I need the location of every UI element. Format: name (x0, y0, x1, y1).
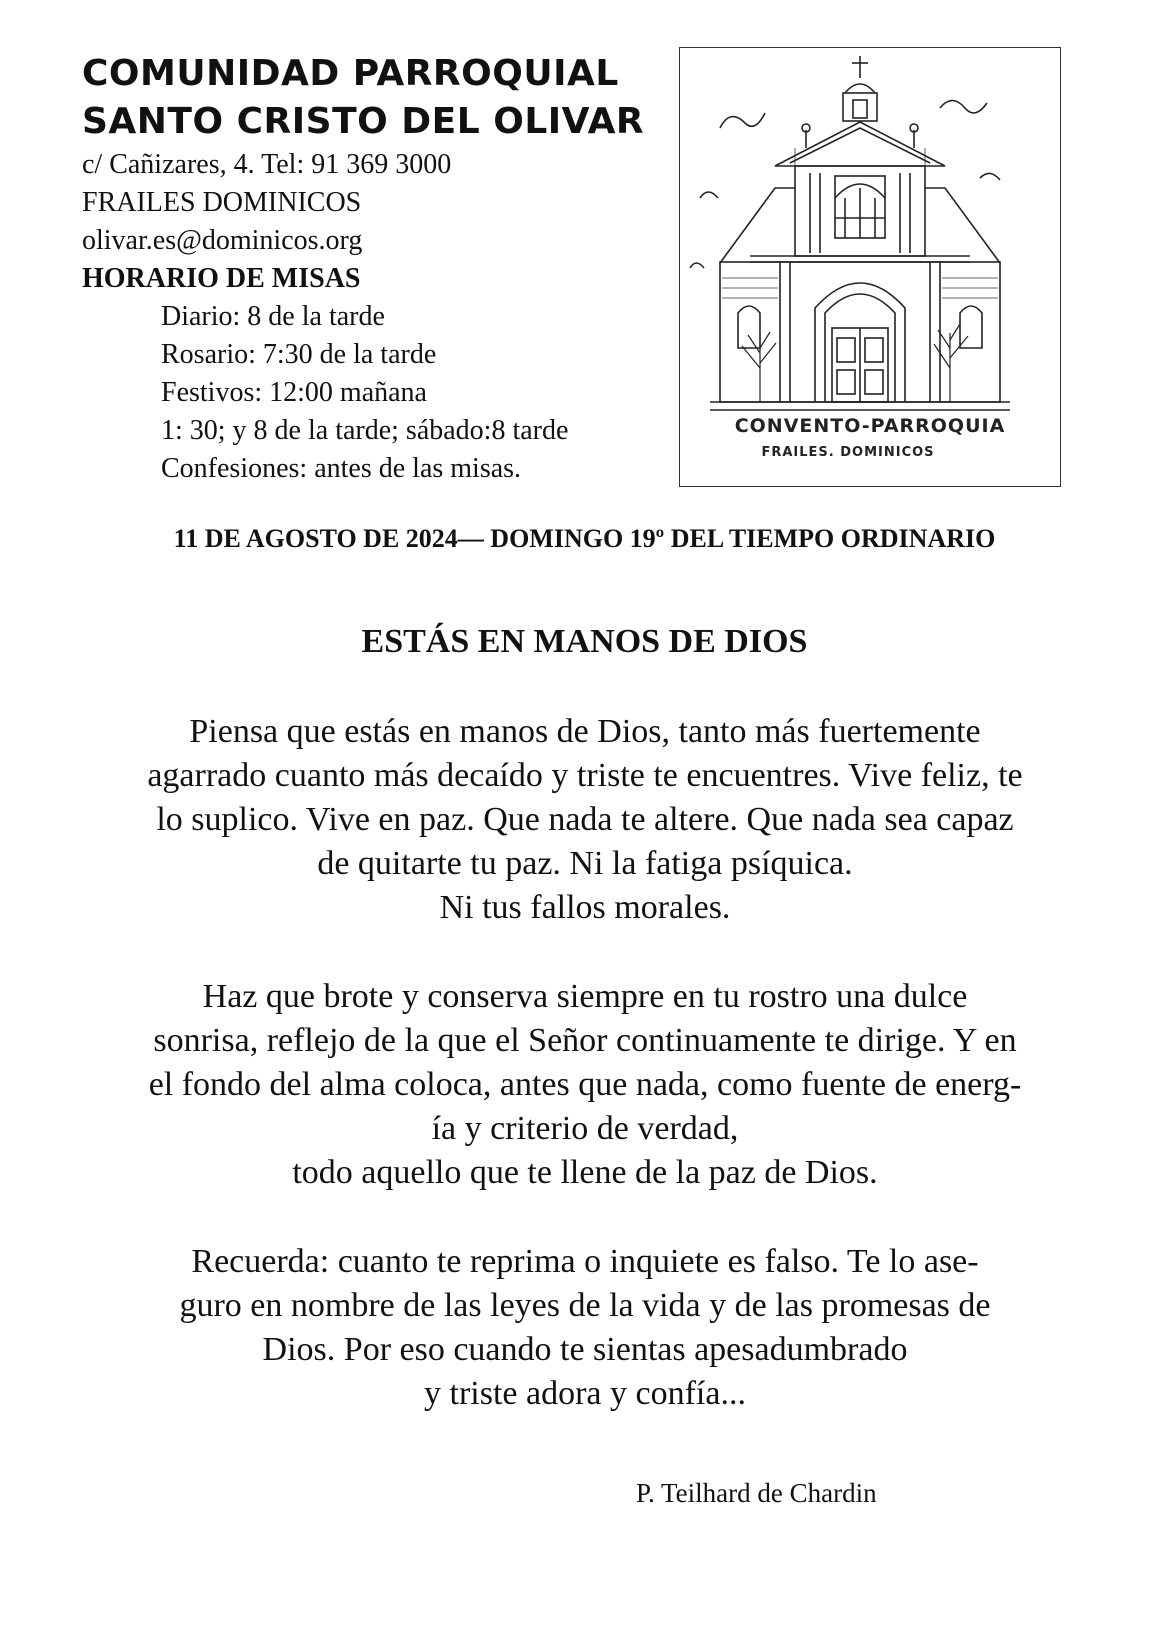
paragraph-line: de quitarte tu paz. Ni la fatiga psíquica. (317, 845, 853, 882)
mass-schedule-heading: HORARIO DE MISAS (82, 263, 361, 294)
schedule-item-holidays-times: 1: 30; y 8 de la tarde; sábado:8 tarde (161, 415, 569, 446)
paragraph-line: el fondo del alma coloca, antes que nada, como fuente de energ- (148, 1066, 1022, 1103)
religious-order: FRAILES DOMINICOS (82, 187, 362, 218)
schedule-item-holidays: Festivos: 12:00 mañana (161, 377, 427, 408)
paragraph-line: guro en nombre de las leyes de la vida y de las promesas de (179, 1287, 991, 1324)
parish-address: c/ Cañizares, 4. Tel: 91 369 3000 (82, 149, 452, 180)
paragraph-2 (80, 975, 1090, 1195)
paragraph-line: Piensa que estás en manos de Dios, tanto más fuertemente (189, 713, 981, 750)
paragraph-line: todo aquello que te llene de la paz de Dios. (292, 1154, 878, 1191)
bulletin-date: 11 DE AGOSTO DE 2024— DOMINGO 19º DEL TIEMPO ORDINARIO (173, 524, 996, 553)
paragraph-line: lo suplico. Vive en paz. Que nada te altere. Que nada sea capaz (156, 801, 1014, 838)
paragraph-line: sonrisa, reflejo de la que el Señor continuamente te dirige. Y en (153, 1022, 1017, 1059)
schedule-item-rosary: Rosario: 7:30 de la tarde (161, 339, 437, 370)
illustration-caption-2: FRAILES. DOMINICOS (761, 445, 935, 460)
church-illustration (679, 47, 1061, 487)
paragraph-line: ía y criterio de verdad, (431, 1110, 739, 1147)
parish-title-line-1: COMUNIDAD PARROQUIAL (82, 53, 619, 94)
parish-header (82, 50, 662, 488)
paragraph-line: Haz que brote y conserva siempre en tu rostro una dulce (202, 978, 968, 1015)
paragraph-1 (80, 710, 1090, 930)
paragraph-line: agarrado cuanto más decaído y triste te encuentres. Vive feliz, te (147, 757, 1023, 794)
mass-schedule (161, 298, 662, 488)
schedule-item-confessions: Confesiones: antes de las misas. (161, 453, 522, 484)
church-facade-drawing (680, 48, 1060, 486)
illustration-caption-1: CONVENTO-PARROQUIA (734, 415, 1006, 437)
article-body (80, 710, 1090, 1461)
paragraph-line: Recuerda: cuanto te reprima o inquiete es falso. Te lo ase- (191, 1243, 979, 1280)
paragraph-line: Ni tus fallos morales. (439, 889, 731, 926)
paragraph-line: Dios. Por eso cuando te sientas apesadumbrado (262, 1331, 908, 1368)
article-author: P. Teilhard de Chardin (636, 1478, 877, 1508)
article-title: ESTÁS EN MANOS DE DIOS (361, 623, 808, 660)
parish-title-line-2: SANTO CRISTO DEL OLIVAR (82, 101, 645, 142)
paragraph-3 (80, 1240, 1090, 1416)
schedule-item-daily: Diario: 8 de la tarde (161, 301, 385, 332)
paragraph-line: y triste adora y confía... (424, 1375, 746, 1412)
parish-email: olivar.es@dominicos.org (82, 225, 363, 256)
